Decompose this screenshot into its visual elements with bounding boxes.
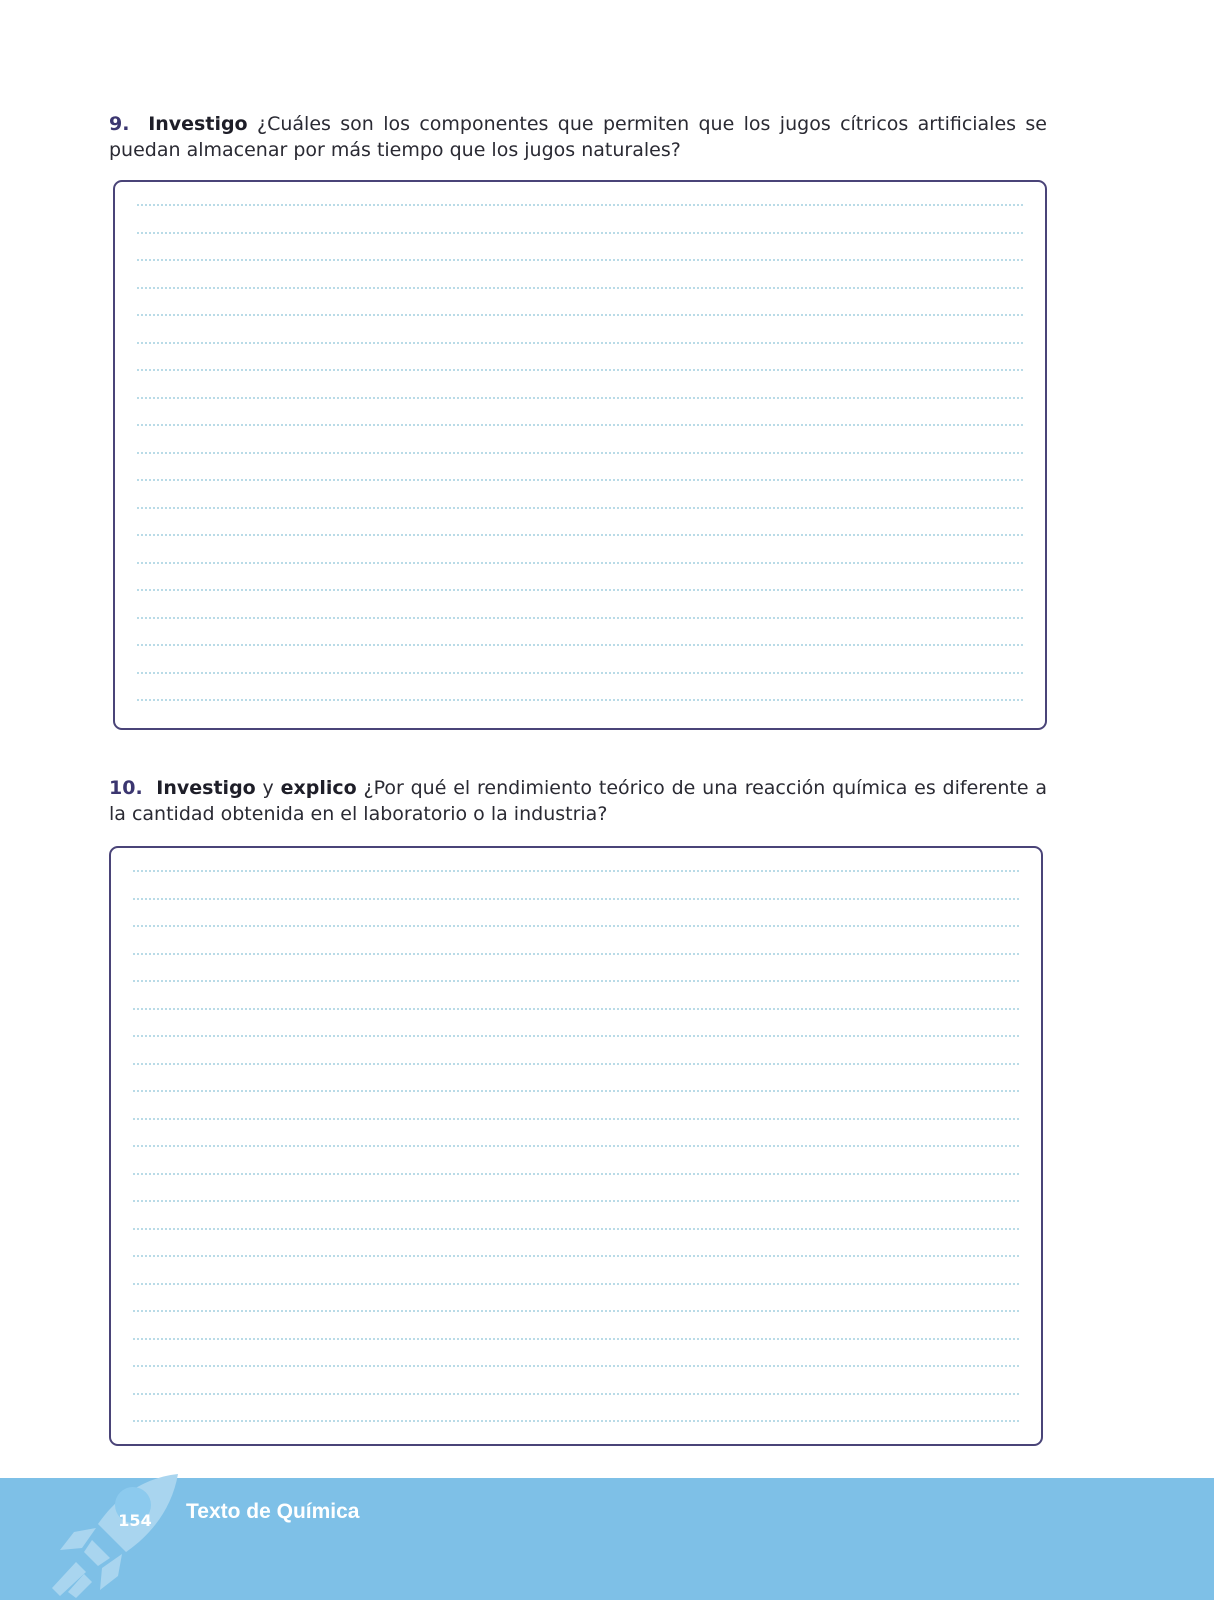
writing-line xyxy=(133,898,1019,900)
writing-line xyxy=(133,1200,1019,1202)
writing-line xyxy=(137,452,1023,454)
writing-line xyxy=(137,204,1023,206)
writing-line xyxy=(137,479,1023,481)
writing-line xyxy=(137,342,1023,344)
writing-line xyxy=(137,617,1023,619)
writing-line xyxy=(137,287,1023,289)
writing-line xyxy=(137,672,1023,674)
question-10 xyxy=(109,775,1047,827)
answer-box-10[interactable] xyxy=(109,846,1043,1446)
writing-line xyxy=(133,1063,1019,1065)
writing-line xyxy=(137,562,1023,564)
question-connector: y xyxy=(262,777,274,799)
writing-line xyxy=(133,1393,1019,1395)
question-keyword: explico xyxy=(280,777,357,799)
writing-line xyxy=(133,1228,1019,1230)
writing-line xyxy=(133,1118,1019,1120)
writing-line xyxy=(133,1145,1019,1147)
writing-line xyxy=(137,534,1023,536)
writing-line xyxy=(133,1420,1019,1422)
writing-line xyxy=(137,259,1023,261)
page-number: 154 xyxy=(118,1511,152,1530)
writing-line xyxy=(137,424,1023,426)
writing-line xyxy=(133,1283,1019,1285)
writing-line xyxy=(133,1173,1019,1175)
writing-line xyxy=(133,1310,1019,1312)
writing-line xyxy=(133,870,1019,872)
question-text: ¿Cuáles son los componentes que permiten que los jugos cítricos artificiales se puedan almacenar por más tiempo que los jugos naturales? xyxy=(109,113,1048,161)
writing-line xyxy=(137,314,1023,316)
answer-box-9[interactable] xyxy=(113,180,1047,730)
question-number: 10. xyxy=(109,777,143,799)
question-keyword: Investigo xyxy=(148,113,248,135)
question-text: ¿Por qué el rendimiento teórico de una reacción química es diferente a la cantidad obtenida en el laboratorio o la industria? xyxy=(109,777,1047,825)
writing-line xyxy=(133,1035,1019,1037)
writing-line xyxy=(137,644,1023,646)
writing-line xyxy=(137,369,1023,371)
writing-line xyxy=(137,507,1023,509)
writing-line xyxy=(133,1365,1019,1367)
writing-line xyxy=(137,232,1023,234)
writing-line xyxy=(133,1338,1019,1340)
question-keyword: Investigo xyxy=(156,777,256,799)
writing-line xyxy=(133,1008,1019,1010)
writing-line xyxy=(133,1090,1019,1092)
question-9 xyxy=(109,111,1047,163)
writing-line xyxy=(133,1255,1019,1257)
writing-line xyxy=(137,397,1023,399)
question-number: 9. xyxy=(109,113,130,135)
writing-line xyxy=(133,980,1019,982)
footer-book-title: Texto de Química xyxy=(186,1500,360,1523)
writing-line xyxy=(137,589,1023,591)
writing-line xyxy=(133,953,1019,955)
writing-line xyxy=(137,699,1023,701)
writing-line xyxy=(133,925,1019,927)
